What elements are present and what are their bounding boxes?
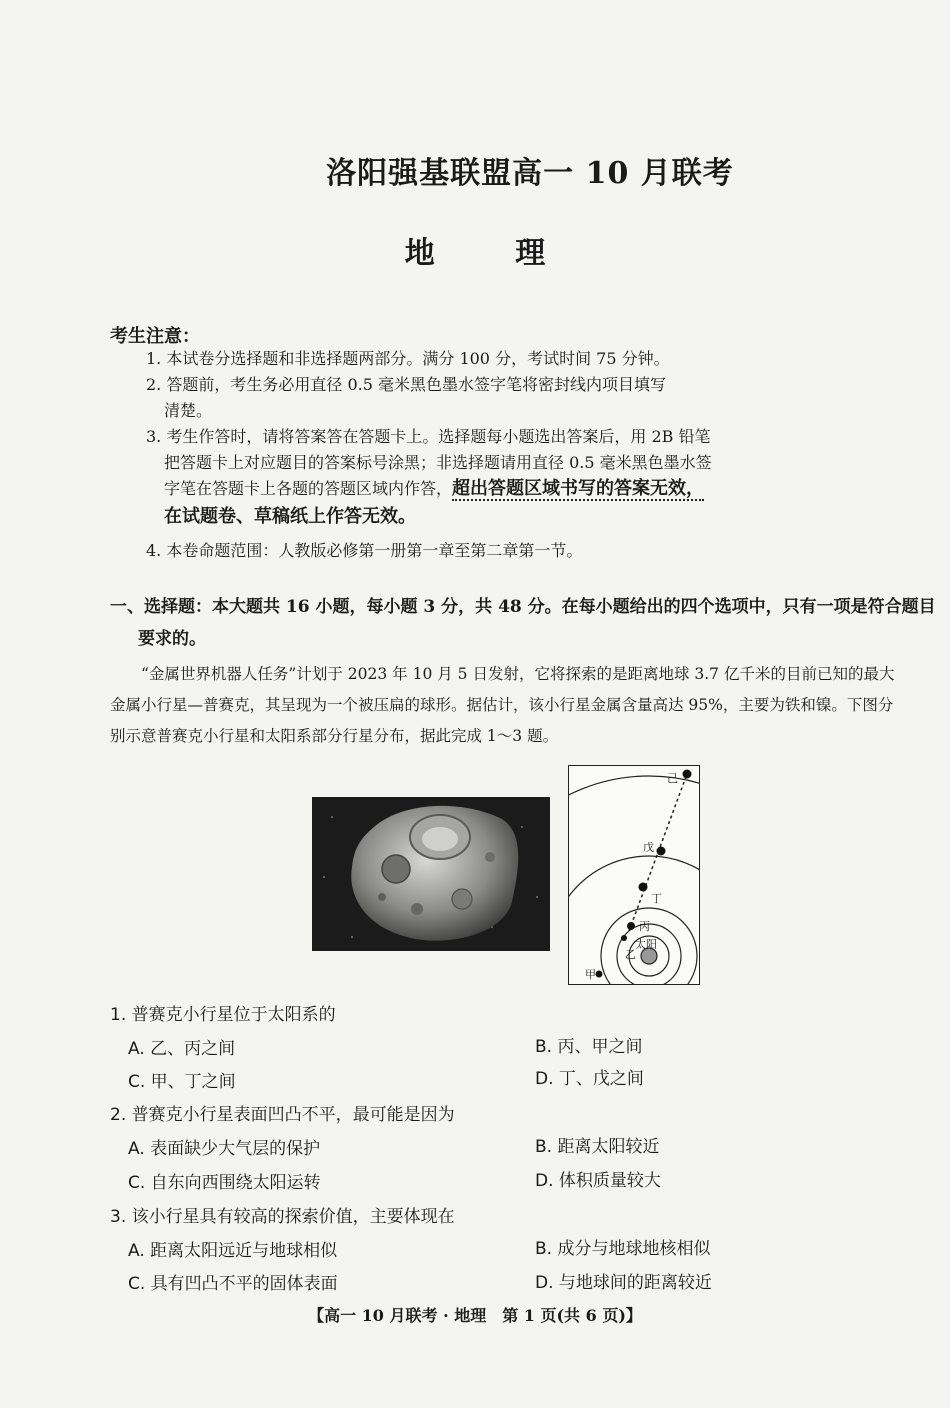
- notice-emphasis-2: 在试题卷、草稿纸上作答无效。: [164, 506, 416, 527]
- planet-jia: [596, 971, 603, 978]
- label-bing: 丙: [639, 920, 650, 933]
- label-ji: 己: [667, 772, 678, 785]
- question-3-option-a: A. 距离太阳远近与地球相似: [128, 1241, 338, 1261]
- notice-heading: 考生注意：: [110, 326, 200, 347]
- question-1-stem: 1. 普赛克小行星位于太阳系的: [110, 1005, 336, 1025]
- notice-item-1: 1. 本试卷分选择题和非选择题两部分。满分 100 分，考试时间 75 分钟。: [146, 349, 670, 368]
- subject-title: 地 理: [404, 236, 546, 271]
- question-3-stem: 3. 该小行星具有较高的探索价值，主要体现在: [110, 1207, 455, 1227]
- question-2-option-c: C. 自东向西围绕太阳运转: [128, 1173, 321, 1193]
- question-2-option-a: A. 表面缺少大气层的保护: [128, 1139, 321, 1159]
- page-title: 洛阳强基联盟高一 10 月联考: [326, 156, 734, 191]
- notice-item-3-line-1: 3. 考生作答时，请将答案答在答题卡上。选择题每小题选出答案后，用 2B 铅笔: [146, 427, 711, 446]
- label-ding: 丁: [651, 892, 662, 905]
- question-2-option-b: B. 距离太阳较近: [535, 1137, 660, 1157]
- question-2-option-d: D. 体积质量较大: [535, 1171, 661, 1191]
- notice-item-2-line-2: 清楚。: [164, 401, 213, 420]
- planet-wu: [657, 847, 666, 856]
- question-2-stem: 2. 普赛克小行星表面凹凸不平，最可能是因为: [110, 1105, 455, 1125]
- page-footer: 【高一 10 月联考 · 地理 第 1 页(共 6 页)】: [308, 1306, 642, 1325]
- planet-bing: [627, 922, 635, 930]
- label-jia: 甲: [585, 968, 596, 981]
- label-yi: 乙: [625, 948, 636, 961]
- question-1-option-c: C. 甲、丁之间: [128, 1072, 236, 1092]
- notice-item-3-line-3: [164, 476, 704, 502]
- solar-system-diagram: [568, 765, 700, 985]
- label-wu: 戊: [643, 841, 654, 854]
- passage-text: “金属世界机器人任务”计划于 2023 年 10 月 5 日发射，它将探索的是距离地球 3.7 亿千米的目前已知的最大金属小行星—普赛克，其呈现为一个被压扁的球形。据估计，该小行星金属含量高达 95%，主要为铁和镍。下图分别示意普赛克小行星和太阳系部分行星分布，据此完成 1～3 题。: [110, 665, 895, 745]
- section-heading: 一、选择题：本大题共 16 小题，每小题 3 分，共 48 分。在每小题给出的四个选项中，只有一项是符合题目: [110, 597, 936, 617]
- planet-yi: [621, 935, 627, 941]
- asteroid-illustration: [312, 797, 550, 951]
- notice-item-3-text: 字笔在答题卡上各题的答题区域内作答，: [164, 479, 453, 498]
- question-3-option-c: C. 具有凹凸不平的固体表面: [128, 1274, 338, 1294]
- notice-emphasis-1: 超出答题区域书写的答案无效，: [452, 478, 705, 499]
- section-heading-cont: 要求的。: [138, 629, 206, 649]
- question-1-option-a: A. 乙、丙之间: [128, 1039, 236, 1059]
- question-1-option-d: D. 丁、戊之间: [535, 1069, 644, 1089]
- question-3-option-d: D. 与地球间的距离较近: [535, 1273, 712, 1293]
- notice-item-4: 4. 本卷命题范围：人教版必修第一册第一章至第二章第一节。: [146, 541, 583, 560]
- asteroid-photo: [312, 797, 550, 951]
- question-1-option-b: B. 丙、甲之间: [535, 1037, 643, 1057]
- planet-ding: [639, 883, 648, 892]
- question-3-option-b: B. 成分与地球地核相似: [535, 1239, 711, 1259]
- label-sun: 太阳: [635, 938, 657, 951]
- planet-ji: [683, 770, 692, 779]
- notice-item-2-line-1: 2. 答题前，考生务必用直径 0.5 毫米黑色墨水签字笔将密封线内项目填写: [146, 375, 666, 394]
- notice-item-3-line-2: 把答题卡上对应题目的答案标号涂黑；非选择题请用直径 0.5 毫米黑色墨水签: [164, 453, 712, 472]
